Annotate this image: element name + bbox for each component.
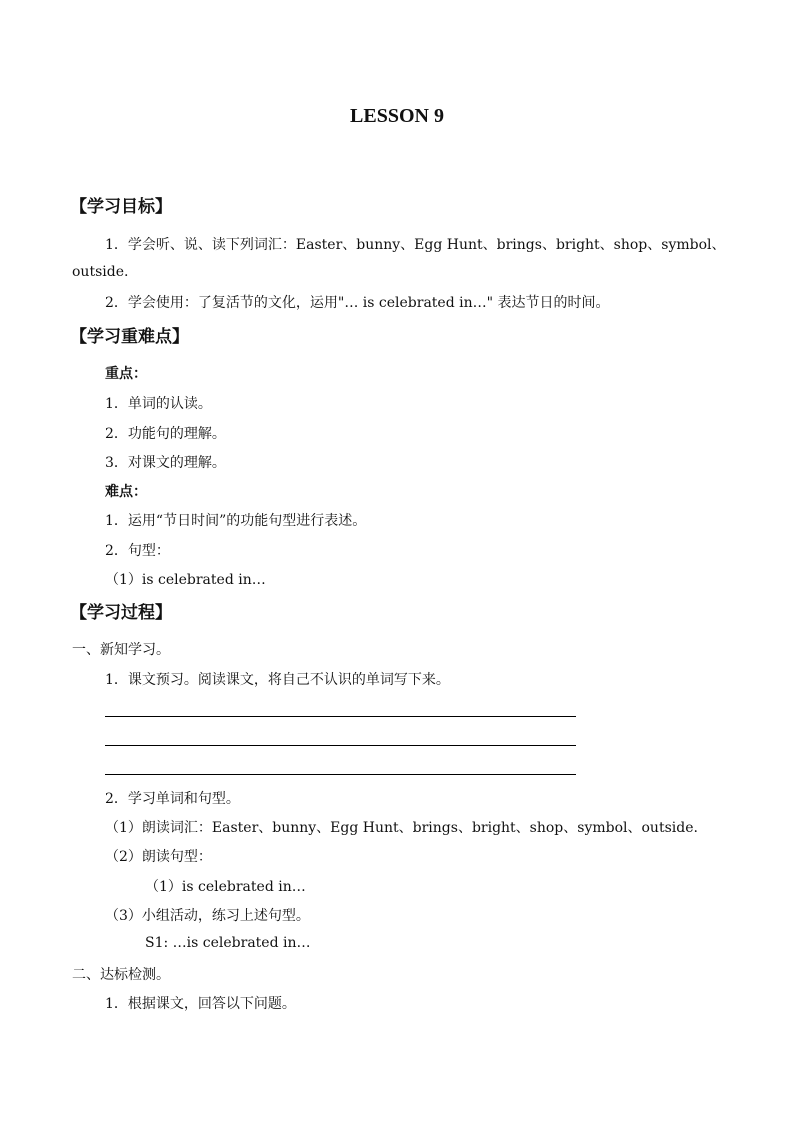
key-points-heading: 【学习重难点】: [70, 327, 189, 347]
objective-item-1-continued: outside.: [72, 264, 129, 280]
pattern-item: （1）is celebrated in…: [145, 879, 306, 895]
step-learn-words: 2．学习单词和句型。: [105, 791, 240, 807]
key-item: 2．功能句的理解。: [105, 426, 226, 442]
key-item: 3．对课文的理解。: [105, 455, 226, 471]
assessment-item: 1．根据课文，回答以下问题。: [105, 996, 296, 1012]
dialogue-example: S1: …is celebrated in…: [145, 935, 311, 951]
sentence-pattern: （1）is celebrated in…: [105, 572, 266, 588]
writing-line[interactable]: [105, 774, 576, 775]
section-assessment: 二、达标检测。: [72, 967, 170, 983]
writing-line[interactable]: [105, 716, 576, 717]
objectives-heading: 【学习目标】: [70, 197, 172, 217]
step-preview: 1．课文预习。阅读课文，将自己不认识的单词写下来。: [105, 672, 450, 688]
process-heading: 【学习过程】: [70, 603, 172, 623]
difficult-label: 难点：: [105, 484, 147, 500]
objective-item-2: 2．学会使用：了复活节的文化，运用"… is celebrated in…" 表达节日的时间。: [105, 295, 610, 311]
key-label: 重点：: [105, 366, 147, 382]
key-item: 1．单词的认读。: [105, 396, 212, 412]
page-title: LESSON 9: [350, 105, 444, 127]
writing-line[interactable]: [105, 745, 576, 746]
section-new-knowledge: 一、新知学习。: [72, 642, 170, 658]
objective-item-1: 1．学会听、说、读下列词汇：Easter、bunny、Egg Hunt、brings、bright、shop、symbol、: [105, 237, 726, 253]
difficult-item: 1．运用“节日时间”的功能句型进行表述。: [105, 513, 367, 529]
difficult-item: 2．句型：: [105, 543, 170, 559]
step-group-activity: （3）小组活动，练习上述句型。: [105, 908, 310, 924]
step-read-vocabulary: （1）朗读词汇：Easter、bunny、Egg Hunt、brings、bright、shop、symbol、outside.: [105, 820, 698, 836]
step-read-patterns: （2）朗读句型：: [105, 849, 212, 865]
